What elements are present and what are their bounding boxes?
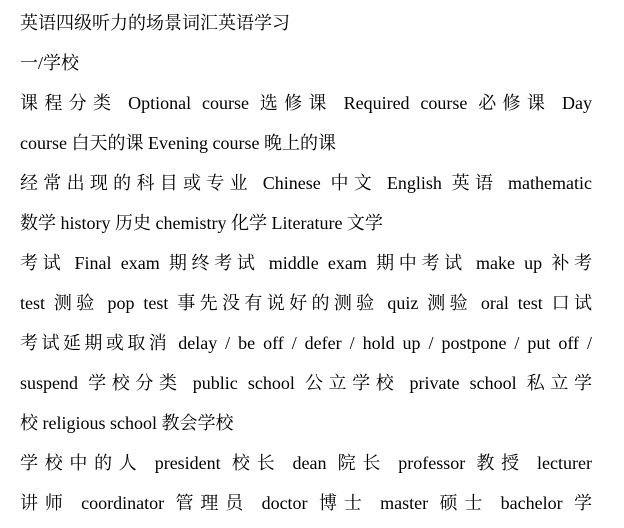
paragraph-line: 考试延期或取消 delay / be off / defer / hold up / postpone / put off /: [20, 333, 592, 353]
paragraph-line: 讲师 coordinator 管理员 doctor 博士 master 硕士 bachelor 学: [20, 493, 592, 513]
paragraph-line: 考试 Final exam 期终考试 middle exam 期中考试 make up 补考: [20, 253, 592, 273]
section-heading: 一/学校: [20, 53, 80, 73]
paragraph-line: 学校中的人 president 校长 dean 院长 professor 教授 lecturer: [20, 453, 592, 473]
paragraph-line: 经常出现的科目或专业 Chinese 中文 English 英语 mathematic: [20, 173, 592, 193]
document-body: [20, 8, 592, 528]
paragraph-line: test 测验 pop test 事先没有说好的测验 quiz 测验 oral test 口试: [20, 293, 592, 313]
paragraph-line: 校 religious school 教会学校: [20, 413, 234, 433]
paragraph-line: suspend 学校分类 public school 公立学校 private school 私立学: [20, 373, 592, 393]
paragraph-line: course 白天的课 Evening course 晚上的课: [20, 133, 336, 153]
paragraph-line: 数学 history 历史 chemistry 化学 Literature 文学: [20, 213, 383, 233]
paragraph-line: 课程分类 Optional course 选修课 Required course 必修课 Day: [20, 93, 592, 113]
document-title: 英语四级听力的场景词汇英语学习: [20, 13, 290, 33]
